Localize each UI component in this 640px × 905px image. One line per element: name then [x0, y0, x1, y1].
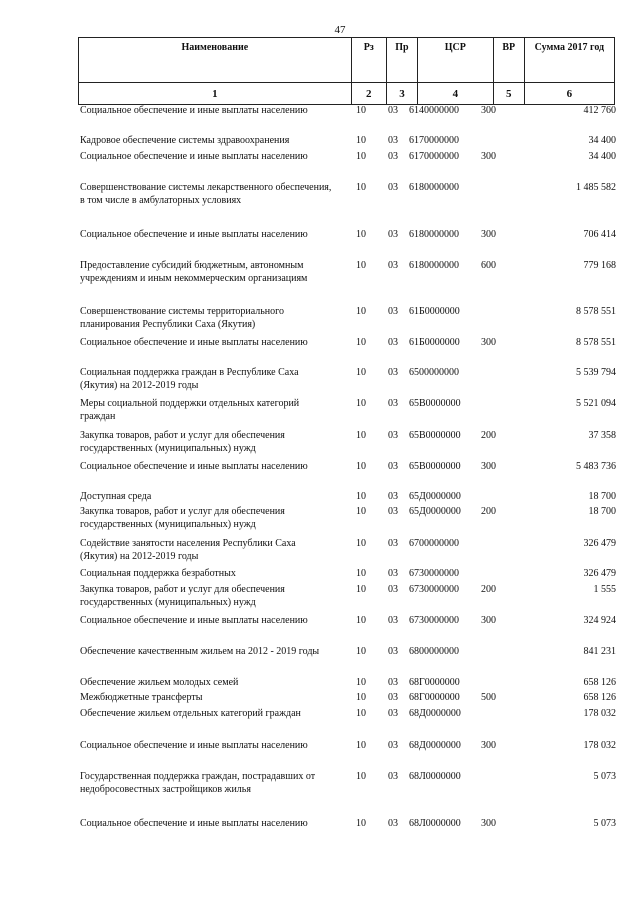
row-csr: 6180000000: [409, 260, 459, 271]
row-pr: 03: [388, 708, 398, 719]
row-csr: 61Б0000000: [409, 306, 460, 317]
row-pr: 03: [388, 135, 398, 146]
row-rz: 10: [356, 151, 366, 162]
row-sum: 8 578 551: [576, 306, 616, 317]
row-pr: 03: [388, 337, 398, 348]
col-number: 5: [493, 83, 524, 105]
row-vr: 200: [481, 584, 496, 595]
row-sum: 5 073: [593, 771, 616, 782]
row-pr: 03: [388, 461, 398, 472]
row-rz: 10: [356, 584, 366, 595]
row-name: Доступная среда: [80, 491, 152, 502]
row-csr: 65В0000000: [409, 461, 461, 472]
row-sum: 326 479: [583, 538, 616, 549]
row-vr: 300: [481, 151, 496, 162]
row-name: Совершенствование системы лекарственного обеспечения, в том числе в амбулаторных условиях: [80, 182, 332, 206]
row-csr: 6180000000: [409, 182, 459, 193]
row-rz: 10: [356, 430, 366, 441]
row-rz: 10: [356, 306, 366, 317]
row-name: Предоставление субсидий бюджетным, автономным учреждениям и иным некоммерческим организациям: [80, 260, 308, 284]
row-csr: 68Г0000000: [409, 692, 460, 703]
row-sum: 5 483 736: [576, 461, 616, 472]
row-sum: 178 032: [583, 708, 616, 719]
row-name: Межбюджетные трансферты: [80, 692, 203, 703]
row-rz: 10: [356, 461, 366, 472]
row-name: Социальное обеспечение и иные выплаты населению: [80, 151, 308, 162]
row-rz: 10: [356, 367, 366, 378]
row-pr: 03: [388, 568, 398, 579]
row-sum: 658 126: [583, 677, 616, 688]
row-rz: 10: [356, 229, 366, 240]
row-csr: 68Л0000000: [409, 771, 461, 782]
row-name: Социальная поддержка безработных: [80, 568, 236, 579]
row-sum: 34 400: [588, 135, 616, 146]
col-number: 3: [386, 83, 417, 105]
row-sum: 34 400: [588, 151, 616, 162]
row-vr: 300: [481, 105, 496, 116]
row-rz: 10: [356, 771, 366, 782]
col-header-vr: ВР: [493, 38, 524, 83]
row-name: Обеспечение жильем молодых семей: [80, 677, 239, 688]
row-rz: 10: [356, 105, 366, 116]
row-vr: 200: [481, 506, 496, 517]
row-sum: 5 073: [593, 818, 616, 829]
row-vr: 300: [481, 615, 496, 626]
row-sum: 412 760: [583, 105, 616, 116]
row-rz: 10: [356, 506, 366, 517]
row-name: Социальное обеспечение и иные выплаты населению: [80, 229, 308, 240]
row-pr: 03: [388, 584, 398, 595]
row-rz: 10: [356, 708, 366, 719]
row-pr: 03: [388, 105, 398, 116]
page-number: 47: [334, 24, 346, 36]
row-csr: 61Б0000000: [409, 337, 460, 348]
col-number: 1: [79, 83, 352, 105]
row-name: Обеспечение жильем отдельных категорий граждан: [80, 708, 301, 719]
col-header-rz: Рз: [351, 38, 386, 83]
table-header: [78, 37, 615, 105]
row-name: Государственная поддержка граждан, пострадавших от недобросовестных застройщиков жилья: [80, 771, 316, 795]
row-pr: 03: [388, 771, 398, 782]
row-pr: 03: [388, 506, 398, 517]
row-pr: 03: [388, 818, 398, 829]
row-csr: 68Д0000000: [409, 740, 461, 751]
row-rz: 10: [356, 740, 366, 751]
row-name: Социальное обеспечение и иные выплаты населению: [80, 740, 308, 751]
row-csr: 65Д0000000: [409, 506, 461, 517]
row-name: Содействие занятости населения Республики Саха (Якутия) на 2012-2019 годы: [80, 538, 296, 562]
row-name: Социальное обеспечение и иные выплаты населению: [80, 105, 308, 116]
row-vr: 300: [481, 740, 496, 751]
row-sum: 5 521 094: [576, 398, 616, 409]
row-pr: 03: [388, 398, 398, 409]
row-sum: 18 700: [588, 506, 616, 517]
row-pr: 03: [388, 260, 398, 271]
row-csr: 6500000000: [409, 367, 459, 378]
row-vr: 200: [481, 430, 496, 441]
row-csr: 6140000000: [409, 105, 459, 116]
row-name: Закупка товаров, работ и услуг для обеспечения государственных (муниципальных) нужд: [80, 430, 285, 454]
row-rz: 10: [356, 538, 366, 549]
row-vr: 500: [481, 692, 496, 703]
row-csr: 65В0000000: [409, 430, 461, 441]
row-vr: 300: [481, 337, 496, 348]
row-sum: 178 032: [583, 740, 616, 751]
row-csr: 6800000000: [409, 646, 459, 657]
row-sum: 658 126: [583, 692, 616, 703]
col-header-name: Наименование: [79, 38, 352, 83]
row-name: Закупка товаров, работ и услуг для обеспечения государственных (муниципальных) нужд: [80, 506, 285, 530]
row-csr: 6730000000: [409, 615, 459, 626]
row-rz: 10: [356, 260, 366, 271]
row-csr: 68Л0000000: [409, 818, 461, 829]
row-rz: 10: [356, 568, 366, 579]
row-pr: 03: [388, 615, 398, 626]
row-rz: 10: [356, 646, 366, 657]
row-pr: 03: [388, 646, 398, 657]
row-pr: 03: [388, 677, 398, 688]
col-number: 4: [417, 83, 493, 105]
row-sum: 1 555: [593, 584, 616, 595]
row-sum: 37 358: [588, 430, 616, 441]
col-header-pr: Пр: [386, 38, 417, 83]
row-name: Социальное обеспечение и иные выплаты населению: [80, 818, 308, 829]
row-rz: 10: [356, 337, 366, 348]
row-name: Кадровое обеспечение системы здравоохранения: [80, 135, 290, 146]
row-vr: 300: [481, 229, 496, 240]
row-csr: 6170000000: [409, 135, 459, 146]
row-rz: 10: [356, 182, 366, 193]
row-name: Социальное обеспечение и иные выплаты населению: [80, 461, 308, 472]
row-rz: 10: [356, 491, 366, 502]
row-name: Совершенствование системы территориального планирования Республики Саха (Якутия): [80, 306, 285, 330]
row-rz: 10: [356, 615, 366, 626]
row-sum: 8 578 551: [576, 337, 616, 348]
row-name: Обеспечение качественным жильем на 2012 - 2019 годы: [80, 646, 320, 657]
row-vr: 300: [481, 818, 496, 829]
row-sum: 18 700: [588, 491, 616, 502]
row-sum: 706 414: [583, 229, 616, 240]
row-sum: 5 539 794: [576, 367, 616, 378]
row-csr: 65В0000000: [409, 398, 461, 409]
row-rz: 10: [356, 818, 366, 829]
row-vr: 300: [481, 461, 496, 472]
row-sum: 779 168: [583, 260, 616, 271]
row-name: Меры социальной поддержки отдельных категорий граждан: [80, 398, 300, 422]
row-rz: 10: [356, 398, 366, 409]
row-name: Социальная поддержка граждан в Республике Саха (Якутия) на 2012-2019 годы: [80, 367, 299, 391]
row-csr: 6180000000: [409, 229, 459, 240]
row-csr: 6170000000: [409, 151, 459, 162]
row-pr: 03: [388, 491, 398, 502]
row-csr: 6700000000: [409, 538, 459, 549]
row-pr: 03: [388, 538, 398, 549]
col-number: 6: [524, 83, 614, 105]
row-csr: 6730000000: [409, 568, 459, 579]
row-rz: 10: [356, 677, 366, 688]
row-csr: 65Д0000000: [409, 491, 461, 502]
row-sum: 841 231: [583, 646, 616, 657]
col-header-sum: Сумма 2017 год: [524, 38, 614, 83]
row-name: Закупка товаров, работ и услуг для обеспечения государственных (муниципальных) нужд: [80, 584, 285, 608]
row-vr: 600: [481, 260, 496, 271]
row-sum: 1 485 582: [576, 182, 616, 193]
col-header-csr: ЦСР: [417, 38, 493, 83]
row-name: Социальное обеспечение и иные выплаты населению: [80, 337, 308, 348]
row-pr: 03: [388, 740, 398, 751]
row-pr: 03: [388, 229, 398, 240]
row-pr: 03: [388, 692, 398, 703]
row-sum: 326 479: [583, 568, 616, 579]
row-rz: 10: [356, 135, 366, 146]
row-pr: 03: [388, 306, 398, 317]
row-pr: 03: [388, 182, 398, 193]
row-rz: 10: [356, 692, 366, 703]
row-name: Социальное обеспечение и иные выплаты населению: [80, 615, 308, 626]
row-csr: 68Г0000000: [409, 677, 460, 688]
col-number: 2: [351, 83, 386, 105]
row-csr: 6730000000: [409, 584, 459, 595]
row-csr: 68Д0000000: [409, 708, 461, 719]
row-pr: 03: [388, 430, 398, 441]
row-sum: 324 924: [583, 615, 616, 626]
row-pr: 03: [388, 151, 398, 162]
row-pr: 03: [388, 367, 398, 378]
